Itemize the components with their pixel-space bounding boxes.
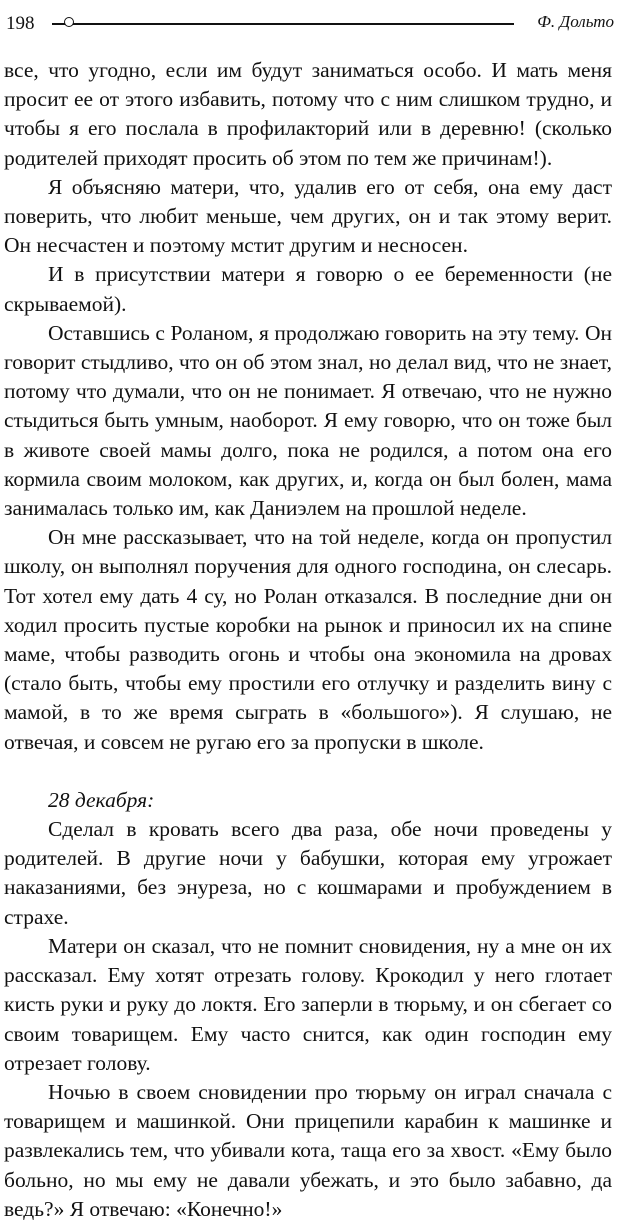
paragraph: Оставшись с Роланом, я продолжаю говорить на эту тему. Он говорит стыдливо, что он об этом знал, но делал вид, что не знает, потому что думали, что он не понимает. Я отвечаю, что не нужно стыдиться быть умным, наоборот. Я ему говорю, что он тоже был в животе своей мамы долго, пока не родился, а потом она его кормила своим молоком, как других, и, когда он был болен, мама занималась только им, как Даниэлем на прошлой неделе.: [4, 320, 612, 521]
paragraph: Ночью в своем сновидении про тюрьму он играл сначала с товарищем и машинкой. Они прицепили карабин к машинке и развлекались тем, что убивали кота, таща его за хвост. «Ему было больно, но мы ему не давали убежать, и это было забавно, да ведь?» Я отвечаю: «Конечно!»: [4, 1079, 612, 1221]
paragraph: Матери он сказал, что не помнит сновидения, ну а мне он их рассказал. Ему хотят отрезать голову. Крокодил у него глотает кисть руки и руку до локтя. Его заперли в тюрьму, и он сбегает со своим товарищем. Ему часто снится, как один господин ему отрезает голову.: [4, 933, 612, 1075]
paragraph: Он мне рассказывает, что на той неделе, когда он пропустил школу, он выполнял поручения для одного господина, он слесарь. Тот хотел ему дать 4 су, но Ролан отказался. В последние дни он ходил просить пустые коробки на рынок и приносил их на спине маме, чтобы разводить огонь и чтобы она экономила на дровах (стало быть, чтобы ему простили его отлучку и разделить вину с мамой, в то же время сыграть в «большого»). Я слушаю, не отвечая, и совсем не ругаю его за пропуски в школе.: [4, 525, 612, 754]
page-body: [4, 56, 612, 1224]
paragraph: Сделал в кровать всего два раза, обе ночи проведены у родителей. В другие ночи у бабушки, которая ему угрожает наказаниями, без энуреза, но с кошмарами и пробуждением в страхе.: [4, 817, 612, 929]
paragraph: Я объясняю матери, что, удалив его от себя, она ему даст поверить, что любит меньше, чем других, он и так этому верит. Он несчастен и поэтому мстит другим и несносен.: [4, 174, 612, 258]
header-rule: [52, 23, 514, 25]
rule-ornament-icon: [64, 17, 74, 27]
paragraph: И в присутствии матери я говорю о ее беременности (не скрываемой).: [4, 262, 612, 316]
page-header: [0, 0, 620, 40]
date-heading: 28 декабря:: [48, 787, 155, 812]
paragraph: все, что угодно, если им будут заниматься особо. И мать меня просит ее от этого избавить, потому что с ним слишком трудно, и чтобы я его послала в профилакторий или в деревню! (сколько родителей приходят просить об этом по тем же причинам!).: [4, 58, 612, 170]
page-number: 198: [6, 13, 35, 34]
running-head-author: Ф. Дольто: [537, 12, 614, 31]
